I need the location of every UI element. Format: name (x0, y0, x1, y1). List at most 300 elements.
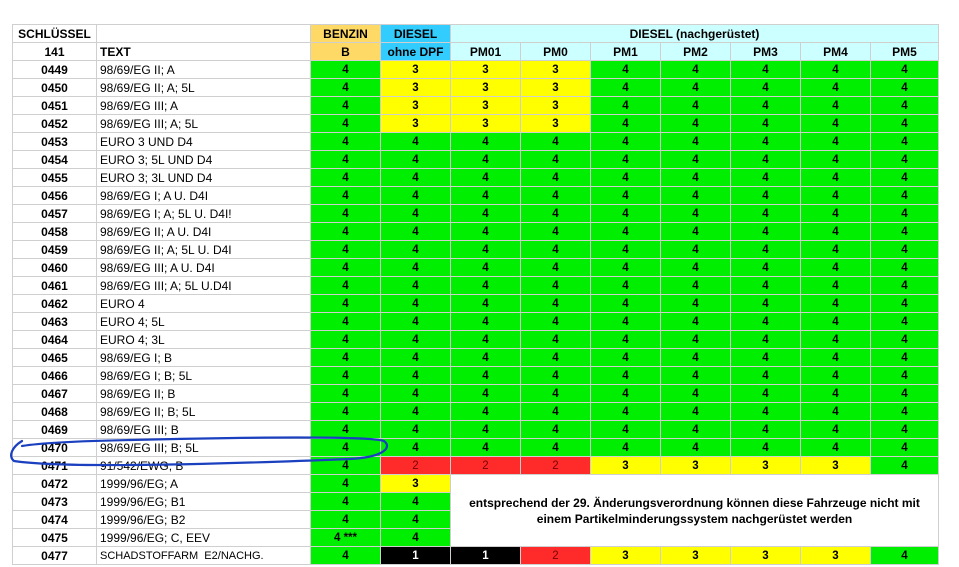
sticker-value-cell: 4 (871, 547, 939, 565)
row-key: 0453 (13, 133, 97, 151)
sticker-value-cell: 4 (661, 79, 731, 97)
emission-table-container (12, 24, 939, 565)
row-key: 0449 (13, 61, 97, 79)
row-key: 0463 (13, 313, 97, 331)
sticker-value-cell: 4 (661, 169, 731, 187)
sticker-value-cell: 4 (801, 151, 871, 169)
sticker-value-cell: 4 (731, 151, 801, 169)
sticker-value-cell: 4 (801, 169, 871, 187)
table-row (13, 259, 939, 277)
sticker-value-cell: 4 (871, 403, 939, 421)
row-key: 0464 (13, 331, 97, 349)
sticker-value-cell: 4 (661, 331, 731, 349)
sticker-value-cell: 4 (591, 295, 661, 313)
sticker-value-cell: 3 (381, 79, 451, 97)
sticker-value-cell: 4 (451, 421, 521, 439)
sticker-value-cell: 4 (731, 313, 801, 331)
sticker-value-cell: 4 (871, 313, 939, 331)
row-text: SCHADSTOFFARM E2/NACHG. (97, 547, 311, 565)
sticker-value-cell: 4 (591, 169, 661, 187)
table-row (13, 385, 939, 403)
sticker-value-cell: 4 (311, 169, 381, 187)
sticker-value-cell: 4 (731, 331, 801, 349)
pm-column-header: PM2 (661, 43, 731, 61)
sticker-value-cell: 4 (521, 367, 591, 385)
sticker-value-cell: 4 (521, 241, 591, 259)
sticker-value-cell: 4 (311, 493, 381, 511)
sticker-value-cell: 4 (381, 223, 451, 241)
row-text: 1999/96/EG; B1 (97, 493, 311, 511)
sticker-value-cell: 3 (661, 457, 731, 475)
sticker-value-cell: 3 (451, 97, 521, 115)
header-row-2 (13, 43, 939, 61)
sticker-value-cell: 1 (381, 547, 451, 565)
row-key: 0475 (13, 529, 97, 547)
sticker-value-cell: 4 (661, 313, 731, 331)
table-row (13, 295, 939, 313)
sticker-value-cell: 4 (801, 385, 871, 403)
row-text: 98/69/EG II; A; 5L U. D4I (97, 241, 311, 259)
sticker-value-cell: 4 (311, 97, 381, 115)
row-key: 0456 (13, 187, 97, 205)
sticker-value-cell: 4 (311, 547, 381, 565)
row-text: 98/69/EG III; A; 5L U.D4I (97, 277, 311, 295)
table-row (13, 403, 939, 421)
sticker-value-cell: 3 (801, 547, 871, 565)
sticker-value-cell: 4 (871, 241, 939, 259)
sticker-value-cell: 4 (381, 259, 451, 277)
row-key: 0467 (13, 385, 97, 403)
sticker-value-cell: 4 (661, 133, 731, 151)
row-key: 0470 (13, 439, 97, 457)
row-key: 0477 (13, 547, 97, 565)
sticker-value-cell: 4 (731, 259, 801, 277)
sticker-value-cell: 4 *** (311, 529, 381, 547)
sticker-value-cell: 4 (801, 241, 871, 259)
row-text: 98/69/EG III; A U. D4I (97, 259, 311, 277)
row-text: 1999/96/EG; B2 (97, 511, 311, 529)
sticker-value-cell: 4 (311, 187, 381, 205)
sticker-value-cell: 4 (451, 133, 521, 151)
text-column-header: TEXT (97, 43, 311, 61)
diesel-retrofitted-header: DIESEL (nachgerüstet) (451, 25, 939, 43)
table-row (13, 331, 939, 349)
sticker-value-cell: 4 (311, 151, 381, 169)
sticker-value-cell: 4 (801, 259, 871, 277)
table-row (13, 115, 939, 133)
row-text: 98/69/EG III; B; 5L (97, 439, 311, 457)
sticker-value-cell: 4 (661, 439, 731, 457)
sticker-value-cell: 4 (801, 295, 871, 313)
row-text: 98/69/EG II; A; 5L (97, 79, 311, 97)
sticker-value-cell: 4 (661, 187, 731, 205)
row-text: 98/69/EG II; B (97, 385, 311, 403)
sticker-value-cell: 4 (661, 115, 731, 133)
sticker-value-cell: 4 (731, 169, 801, 187)
sticker-value-cell: 4 (381, 421, 451, 439)
sticker-value-cell: 4 (591, 421, 661, 439)
sticker-value-cell: 4 (381, 277, 451, 295)
text-column-header-spacer (97, 25, 311, 43)
sticker-value-cell: 4 (381, 367, 451, 385)
sticker-value-cell: 4 (661, 223, 731, 241)
sticker-value-cell: 4 (871, 223, 939, 241)
sticker-value-cell: 4 (871, 439, 939, 457)
sticker-value-cell: 4 (731, 421, 801, 439)
sticker-value-cell: 4 (871, 385, 939, 403)
sticker-value-cell: 4 (591, 439, 661, 457)
sticker-value-cell: 4 (871, 349, 939, 367)
row-key: 0461 (13, 277, 97, 295)
row-text: 98/69/EG III; A (97, 97, 311, 115)
sticker-value-cell: 4 (591, 151, 661, 169)
sticker-value-cell: 4 (591, 385, 661, 403)
table-row (13, 421, 939, 439)
sticker-value-cell: 4 (591, 205, 661, 223)
row-text: 98/69/EG I; A U. D4I (97, 187, 311, 205)
sticker-value-cell: 4 (451, 385, 521, 403)
sticker-value-cell: 4 (801, 205, 871, 223)
sticker-value-cell: 4 (731, 385, 801, 403)
sticker-value-cell: 3 (591, 547, 661, 565)
sticker-value-cell: 4 (381, 241, 451, 259)
table-row (13, 277, 939, 295)
row-key: 0462 (13, 295, 97, 313)
sticker-value-cell: 4 (871, 97, 939, 115)
sticker-value-cell: 4 (521, 349, 591, 367)
sticker-value-cell: 4 (591, 241, 661, 259)
sticker-value-cell: 4 (521, 133, 591, 151)
pm-column-header: PM1 (591, 43, 661, 61)
sticker-value-cell: 4 (731, 277, 801, 295)
sticker-value-cell: 4 (311, 421, 381, 439)
sticker-value-cell: 4 (521, 403, 591, 421)
table-row (13, 457, 939, 475)
sticker-value-cell: 4 (311, 457, 381, 475)
sticker-value-cell: 4 (381, 529, 451, 547)
sticker-value-cell: 4 (731, 205, 801, 223)
sticker-value-cell: 4 (521, 331, 591, 349)
sticker-value-cell: 4 (731, 115, 801, 133)
row-text: EURO 3 UND D4 (97, 133, 311, 151)
sticker-value-cell: 4 (731, 97, 801, 115)
row-text: 98/69/EG III; A; 5L (97, 115, 311, 133)
sticker-value-cell: 4 (801, 187, 871, 205)
sticker-value-cell: 4 (661, 421, 731, 439)
table-row (13, 475, 939, 493)
row-text: 98/69/EG I; B (97, 349, 311, 367)
sticker-value-cell: 4 (521, 187, 591, 205)
sticker-value-cell: 4 (521, 223, 591, 241)
table-row (13, 133, 939, 151)
row-text: EURO 4; 5L (97, 313, 311, 331)
sticker-value-cell: 4 (591, 403, 661, 421)
sticker-value-cell: 4 (381, 331, 451, 349)
sticker-value-cell: 4 (731, 79, 801, 97)
sticker-value-cell: 4 (311, 313, 381, 331)
sticker-value-cell: 4 (801, 403, 871, 421)
sticker-value-cell: 4 (661, 277, 731, 295)
sticker-value-cell: 4 (521, 421, 591, 439)
sticker-value-cell: 4 (381, 169, 451, 187)
sticker-value-cell: 4 (871, 79, 939, 97)
sticker-value-cell: 4 (311, 403, 381, 421)
sticker-value-cell: 4 (381, 349, 451, 367)
sticker-value-cell: 4 (661, 205, 731, 223)
sticker-value-cell: 3 (801, 457, 871, 475)
sticker-value-cell: 2 (521, 547, 591, 565)
sticker-value-cell: 4 (871, 205, 939, 223)
sticker-value-cell: 4 (521, 385, 591, 403)
sticker-value-cell: 4 (451, 349, 521, 367)
sticker-value-cell: 4 (871, 295, 939, 313)
row-text: 1999/96/EG; A (97, 475, 311, 493)
row-key: 0458 (13, 223, 97, 241)
sticker-value-cell: 4 (591, 367, 661, 385)
sticker-value-cell: 4 (381, 403, 451, 421)
sticker-value-cell: 4 (871, 259, 939, 277)
table-row (13, 367, 939, 385)
row-key: 0472 (13, 475, 97, 493)
sticker-value-cell: 4 (521, 169, 591, 187)
table-row (13, 151, 939, 169)
sticker-value-cell: 2 (381, 457, 451, 475)
sticker-value-cell: 4 (661, 295, 731, 313)
sticker-value-cell: 4 (871, 277, 939, 295)
sticker-value-cell: 4 (311, 295, 381, 313)
table-row (13, 313, 939, 331)
sticker-value-cell: 4 (731, 403, 801, 421)
pm-column-header: PM4 (801, 43, 871, 61)
sticker-value-cell: 4 (661, 349, 731, 367)
sticker-value-cell: 4 (451, 313, 521, 331)
row-text: 91/542/EWG; B (97, 457, 311, 475)
diesel-subheader: ohne DPF (381, 43, 451, 61)
sticker-value-cell: 4 (381, 313, 451, 331)
sticker-value-cell: 4 (801, 133, 871, 151)
sticker-value-cell: 3 (521, 115, 591, 133)
sticker-value-cell: 4 (311, 331, 381, 349)
sticker-value-cell: 4 (871, 133, 939, 151)
sticker-value-cell: 4 (311, 115, 381, 133)
sticker-value-cell: 4 (311, 79, 381, 97)
sticker-value-cell: 4 (661, 241, 731, 259)
sticker-value-cell: 4 (451, 169, 521, 187)
sticker-value-cell: 4 (591, 277, 661, 295)
sticker-value-cell: 4 (591, 61, 661, 79)
row-key: 0465 (13, 349, 97, 367)
sticker-value-cell: 4 (591, 115, 661, 133)
sticker-value-cell: 3 (661, 547, 731, 565)
row-text: EURO 3; 5L UND D4 (97, 151, 311, 169)
sticker-value-cell: 4 (731, 223, 801, 241)
row-text: 98/69/EG II; A U. D4I (97, 223, 311, 241)
diesel-header: DIESEL (381, 25, 451, 43)
sticker-value-cell: 4 (381, 385, 451, 403)
row-text: 98/69/EG II; A (97, 61, 311, 79)
sticker-value-cell: 4 (451, 331, 521, 349)
row-text: 98/69/EG I; A; 5L U. D4I! (97, 205, 311, 223)
sticker-value-cell: 4 (661, 367, 731, 385)
sticker-value-cell: 4 (871, 457, 939, 475)
sticker-value-cell: 4 (311, 511, 381, 529)
sticker-value-cell: 4 (451, 295, 521, 313)
sticker-value-cell: 4 (871, 421, 939, 439)
benzin-header: BENZIN (311, 25, 381, 43)
row-key: 0474 (13, 511, 97, 529)
row-text: 98/69/EG II; B; 5L (97, 403, 311, 421)
sticker-value-cell: 4 (661, 403, 731, 421)
sticker-value-cell: 4 (731, 187, 801, 205)
sticker-value-cell: 1 (451, 547, 521, 565)
pm-column-header: PM5 (871, 43, 939, 61)
row-key: 0469 (13, 421, 97, 439)
sticker-value-cell: 4 (591, 79, 661, 97)
sticker-value-cell: 4 (871, 169, 939, 187)
benzin-subheader: B (311, 43, 381, 61)
sticker-value-cell: 3 (591, 457, 661, 475)
table-row (13, 97, 939, 115)
row-key: 0459 (13, 241, 97, 259)
sticker-value-cell: 4 (801, 313, 871, 331)
sticker-value-cell: 4 (871, 367, 939, 385)
sticker-value-cell: 4 (311, 223, 381, 241)
table-row (13, 241, 939, 259)
row-key: 0450 (13, 79, 97, 97)
sticker-value-cell: 4 (801, 277, 871, 295)
sticker-value-cell: 4 (801, 61, 871, 79)
sticker-value-cell: 4 (801, 223, 871, 241)
sticker-value-cell: 4 (311, 367, 381, 385)
sticker-value-cell: 4 (381, 133, 451, 151)
table-row (13, 205, 939, 223)
sticker-value-cell: 3 (381, 115, 451, 133)
sticker-value-cell: 4 (311, 385, 381, 403)
sticker-value-cell: 4 (381, 439, 451, 457)
sticker-value-cell: 4 (871, 151, 939, 169)
sticker-value-cell: 4 (801, 439, 871, 457)
key-column-header: SCHLÜSSEL (13, 25, 97, 43)
sticker-value-cell: 4 (801, 115, 871, 133)
sticker-value-cell: 4 (451, 223, 521, 241)
row-text: 1999/96/EG; C, EEV (97, 529, 311, 547)
sticker-value-cell: 4 (521, 205, 591, 223)
row-key: 0473 (13, 493, 97, 511)
sticker-value-cell: 4 (661, 385, 731, 403)
sticker-value-cell: 4 (451, 259, 521, 277)
sticker-value-cell: 4 (731, 439, 801, 457)
sticker-value-cell: 4 (451, 241, 521, 259)
sticker-value-cell: 4 (801, 79, 871, 97)
sticker-value-cell: 4 (311, 349, 381, 367)
pm-column-header: PM0 (521, 43, 591, 61)
sticker-value-cell: 3 (381, 97, 451, 115)
sticker-value-cell: 4 (311, 241, 381, 259)
sticker-value-cell: 4 (311, 259, 381, 277)
row-key: 0471 (13, 457, 97, 475)
sticker-value-cell: 4 (311, 277, 381, 295)
row-key: 0454 (13, 151, 97, 169)
sticker-value-cell: 4 (591, 187, 661, 205)
sticker-value-cell: 4 (731, 349, 801, 367)
row-key: 0455 (13, 169, 97, 187)
table-row (13, 61, 939, 79)
sticker-value-cell: 4 (731, 133, 801, 151)
sticker-value-cell: 4 (451, 277, 521, 295)
pm-column-header: PM01 (451, 43, 521, 61)
table-row (13, 439, 939, 457)
sticker-value-cell: 4 (521, 151, 591, 169)
sticker-value-cell: 3 (521, 97, 591, 115)
sticker-value-cell: 4 (731, 241, 801, 259)
sticker-value-cell: 4 (591, 223, 661, 241)
sticker-value-cell: 3 (381, 475, 451, 493)
sticker-value-cell: 4 (591, 259, 661, 277)
sticker-value-cell: 4 (311, 61, 381, 79)
row-text: 98/69/EG I; B; 5L (97, 367, 311, 385)
emission-sticker-table (12, 24, 939, 565)
sticker-value-cell: 3 (451, 115, 521, 133)
sticker-value-cell: 4 (801, 421, 871, 439)
row-key: 0460 (13, 259, 97, 277)
pm-column-header: PM3 (731, 43, 801, 61)
sticker-value-cell: 4 (591, 133, 661, 151)
table-row (13, 349, 939, 367)
sticker-value-cell: 4 (871, 61, 939, 79)
sticker-value-cell: 4 (381, 493, 451, 511)
row-key: 0451 (13, 97, 97, 115)
sticker-value-cell: 4 (521, 439, 591, 457)
retrofit-note: entsprechend der 29. Änderungsverordnung können diese Fahrzeuge nicht mit einem Partikelminderungssystem nachgerüstet werden (451, 475, 939, 547)
sticker-value-cell: 4 (731, 367, 801, 385)
sticker-value-cell: 4 (661, 61, 731, 79)
sticker-value-cell: 3 (731, 457, 801, 475)
table-row (13, 223, 939, 241)
sticker-value-cell: 4 (801, 97, 871, 115)
sticker-value-cell: 4 (521, 259, 591, 277)
sticker-value-cell: 4 (381, 151, 451, 169)
sticker-value-cell: 4 (311, 205, 381, 223)
table-row (13, 169, 939, 187)
row-key: 0466 (13, 367, 97, 385)
sticker-value-cell: 4 (451, 367, 521, 385)
sticker-value-cell: 4 (311, 133, 381, 151)
sticker-value-cell: 4 (451, 187, 521, 205)
sticker-value-cell: 4 (591, 97, 661, 115)
sticker-value-cell: 4 (661, 259, 731, 277)
sticker-value-cell: 4 (731, 295, 801, 313)
sticker-value-cell: 3 (451, 79, 521, 97)
sticker-value-cell: 4 (661, 97, 731, 115)
sticker-value-cell: 4 (871, 331, 939, 349)
sticker-value-cell: 4 (731, 61, 801, 79)
sticker-value-cell: 4 (661, 151, 731, 169)
table-row (13, 547, 939, 565)
sticker-value-cell: 4 (381, 205, 451, 223)
sticker-value-cell: 4 (381, 295, 451, 313)
sticker-value-cell: 4 (521, 295, 591, 313)
sticker-value-cell: 4 (451, 403, 521, 421)
sticker-value-cell: 4 (381, 511, 451, 529)
sticker-value-cell: 2 (521, 457, 591, 475)
header-row-1 (13, 25, 939, 43)
sticker-value-cell: 4 (591, 349, 661, 367)
sticker-value-cell: 2 (451, 457, 521, 475)
sticker-value-cell: 4 (451, 151, 521, 169)
row-text: EURO 4 (97, 295, 311, 313)
row-key: 0452 (13, 115, 97, 133)
sticker-value-cell: 4 (311, 439, 381, 457)
